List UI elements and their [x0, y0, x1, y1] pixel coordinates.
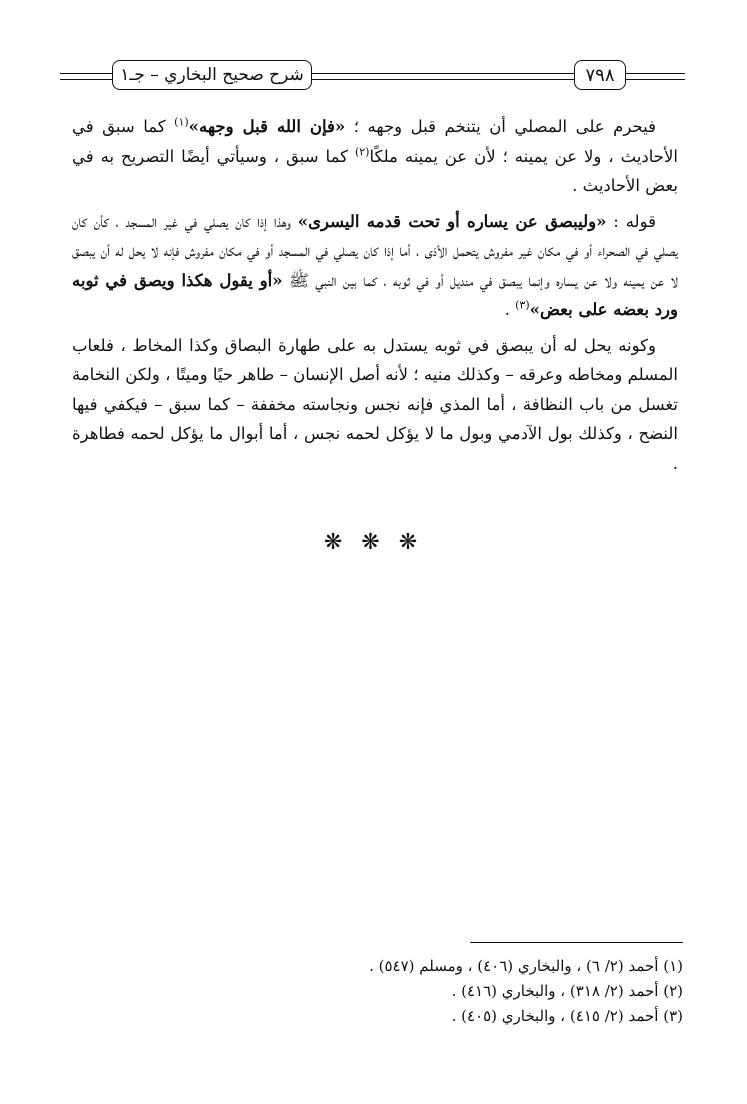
text-run: فيحرم على المصلي أن يتنخم قبل وجهه ؛	[345, 117, 656, 136]
text-run: وهذا إذا كان يصلي في غير المسجد ، كأن كان يصلي في الصحراء أو في مكان غير مفروش يتحمل الأذى ، أما إذا كان يصلي في المسجد أو في مكان مفروش فإنه لا يحل له أن يبصق لا عن يمينه ولا عن يساره وإنما يبصق في منديل أو في ثوبه ، كما بين النبي ﷺ	[72, 211, 679, 290]
header-rule	[60, 73, 112, 74]
text-run: كما سبق في الأحاديث ، ولا عن يمينه ؛ لأن عن يمينه ملكًا	[72, 117, 678, 166]
footnote: (٢) أحمد (٢/ ٣١٨) ، والبخاري (٤١٦) .	[451, 982, 683, 1000]
footnote: (١) أحمد (٢/ ٦) ، والبخاري (٤٠٦) ، ومسلم (٥٤٧) .	[369, 957, 683, 975]
page-number: ٧٩٨	[585, 64, 615, 86]
text-run: .	[504, 300, 516, 319]
footnote-ref: (٣)	[515, 298, 530, 312]
header-rule	[312, 73, 574, 74]
header-rule	[60, 79, 112, 80]
footnote-divider	[470, 942, 683, 943]
header-rule	[626, 79, 685, 80]
paragraph	[72, 112, 678, 201]
hadith-quote: «فإن الله قبل وجهه»	[188, 117, 346, 136]
paragraph	[72, 207, 678, 325]
footnote: (٣) أحمد (٢/ ٤١٥) ، والبخاري (٤٠٥) .	[451, 1007, 683, 1025]
text-run: قوله :	[606, 211, 656, 231]
section-separator: ❋ ❋ ❋	[323, 530, 424, 555]
running-title: شرح صحيح البخاري – جـ١	[120, 65, 304, 85]
footnotes	[200, 954, 683, 1029]
text-run: كما سبق ، وسيأتي أيضًا التصريح به في بعض الأحاديث .	[72, 146, 678, 195]
footnote-ref: (١)	[174, 115, 189, 129]
paragraph: وكونه يحل له أن يبصق في ثوبه يستدل به على طهارة البصاق وكذا المخاط ، فلعاب المسلم ومخاطه وعرقه – وكذلك منيه ؛ لأنه أصل الإنسان – طاهر حيًا وميتًا ، ولكن النخامة تغسل من باب النظافة ، أما المذي فإنه نجس ونجاسته مخففة – كما سبق – فيكفي فيها النضح ، وكذلك بول الآدمي وبول ما لا يؤكل لحمه نجس ، أما أبوال ما يؤكل لحمه فطاهرة .	[72, 335, 678, 473]
main-text	[72, 112, 678, 484]
running-title-frame	[112, 60, 312, 90]
header-rule	[312, 79, 574, 80]
hadith-quote: «وليبصق عن يساره أو تحت قدمه اليسرى»	[297, 211, 607, 231]
hadith-quote: «أو يقول هكذا ويصق في ثوبه ورد بعضه على بعض»	[72, 270, 678, 319]
header-rule	[626, 73, 685, 74]
footnote-ref: (٢)	[354, 145, 370, 158]
running-header	[60, 60, 685, 94]
page-number-frame	[574, 60, 626, 90]
